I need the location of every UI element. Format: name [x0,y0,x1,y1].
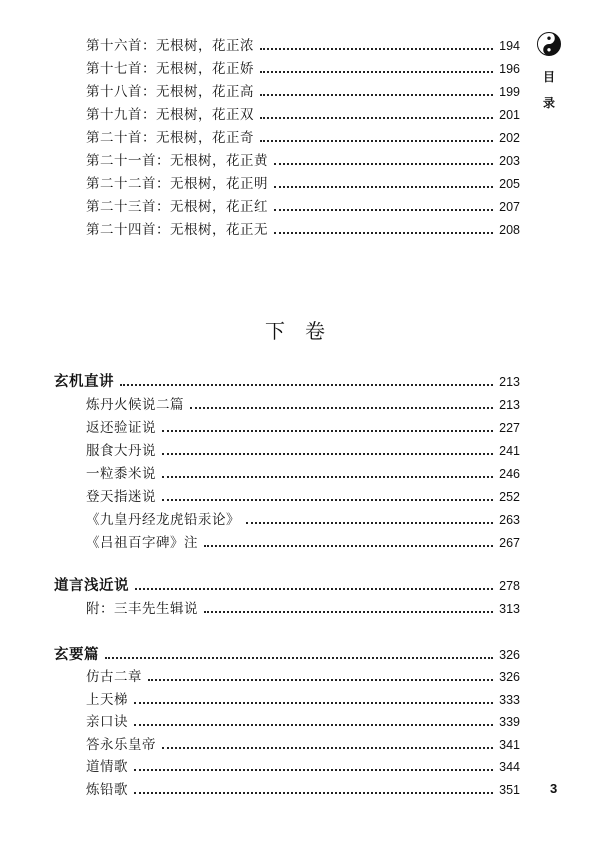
entry-page: 246 [499,467,520,481]
entry-title: 道情歌 [86,759,128,775]
entry-title: 亲口诀 [86,714,128,730]
entry-page: 207 [499,200,520,214]
leader-dots [274,163,493,165]
entry-page: 194 [499,39,520,53]
leader-dots [134,792,493,794]
leader-dots [260,117,493,119]
entry-page: 213 [499,398,520,412]
entry-title: 《九皇丹经龙虎铅汞论》 [86,512,240,528]
entry-page: 203 [499,154,520,168]
leader-dots [134,724,493,726]
entry-page: 333 [499,693,520,707]
toc-entry[interactable] [86,173,520,195]
leader-dots [162,430,493,432]
leader-dots [274,232,493,234]
leader-dots [260,94,493,96]
entry-page: 196 [499,62,520,76]
leader-dots [120,384,493,386]
entry-title: 返还验证说 [86,420,156,436]
toc-entry[interactable] [86,417,520,439]
yin-yang-icon [537,32,561,56]
toc-entry[interactable] [86,35,520,57]
entry-page: 267 [499,536,520,550]
entry-page: 344 [499,760,520,774]
entry-page: 313 [499,602,520,616]
entry-title: 仿古二章 [86,669,142,685]
toc-entry[interactable] [86,598,520,620]
toc-entry[interactable] [86,734,520,756]
section-page: 278 [499,579,520,593]
toc-entry[interactable] [86,150,520,172]
toc-entry[interactable] [86,779,520,801]
toc-section[interactable] [54,575,520,597]
leader-dots [260,140,493,142]
entry-title: 炼丹火候说二篇 [86,397,184,413]
side-char-mu: 目 [543,70,556,84]
toc-entry[interactable] [86,532,520,554]
entry-page: 202 [499,131,520,145]
toc-entry[interactable] [86,689,520,711]
entry-page: 351 [499,783,520,797]
leader-dots [148,679,493,681]
leader-dots [246,522,493,524]
leader-dots [260,71,493,73]
toc-entry[interactable] [86,440,520,462]
section-title: 玄机直讲 [54,373,114,390]
entry-page: 205 [499,177,520,191]
entry-title: 第十八首：无根树，花正高 [86,84,254,100]
entry-title: 上天梯 [86,692,128,708]
toc-entry[interactable] [86,58,520,80]
toc-entry[interactable] [86,666,520,688]
leader-dots [162,453,493,455]
entry-page: 227 [499,421,520,435]
entry-title: 附：三丰先生辑说 [86,601,198,617]
toc-entry[interactable] [86,81,520,103]
toc-entry[interactable] [86,756,520,778]
entry-page: 263 [499,513,520,527]
leader-dots [162,476,493,478]
entry-page: 201 [499,108,520,122]
toc-entry[interactable] [86,219,520,241]
entry-page: 199 [499,85,520,99]
entry-title: 第十九首：无根树，花正双 [86,107,254,123]
entry-title: 登天指迷说 [86,489,156,505]
toc-entry[interactable] [86,127,520,149]
entry-page: 326 [499,670,520,684]
entry-title: 第二十一首：无根树，花正黄 [86,153,268,169]
section-page: 326 [499,648,520,662]
entry-page: 339 [499,715,520,729]
page-number: 3 [550,781,558,796]
entry-page: 241 [499,444,520,458]
entry-page: 252 [499,490,520,504]
leader-dots [134,702,493,704]
toc-entry[interactable] [86,394,520,416]
entry-title: 第二十首：无根树，花正奇 [86,130,254,146]
leader-dots [274,186,493,188]
toc-section[interactable] [54,644,520,666]
toc-entry[interactable] [86,104,520,126]
leader-dots [260,48,493,50]
toc-entry[interactable] [86,486,520,508]
entry-title: 一粒黍米说 [86,466,156,482]
leader-dots [204,611,493,613]
entry-title: 第二十二首：无根树，花正明 [86,176,268,192]
leader-dots [135,588,493,590]
leader-dots [134,769,493,771]
section-title: 玄要篇 [54,646,99,663]
leader-dots [105,657,493,659]
section-title: 道言浅近说 [54,577,129,594]
entry-title: 第二十三首：无根树，花正红 [86,199,268,215]
entry-title: 第十七首：无根树，花正娇 [86,61,254,77]
toc-entry[interactable] [86,509,520,531]
entry-title: 第二十四首：无根树，花正无 [86,222,268,238]
section-page: 213 [499,375,520,389]
leader-dots [204,545,493,547]
entry-page: 208 [499,223,520,237]
leader-dots [274,209,493,211]
entry-page: 341 [499,738,520,752]
toc-entry[interactable] [86,463,520,485]
leader-dots [162,499,493,501]
leader-dots [162,747,493,749]
leader-dots [190,407,493,409]
entry-title: 《吕祖百字碑》注 [86,535,198,551]
toc-entry[interactable] [86,711,520,733]
part-title: 下卷 [265,319,345,343]
side-char-lu: 录 [543,96,556,110]
entry-title: 炼铅歌 [86,782,128,798]
toc-section[interactable] [54,371,520,393]
entry-title: 服食大丹说 [86,443,156,459]
entry-title: 答永乐皇帝 [86,737,156,753]
toc-entry[interactable] [86,196,520,218]
entry-title: 第十六首：无根树，花正浓 [86,38,254,54]
